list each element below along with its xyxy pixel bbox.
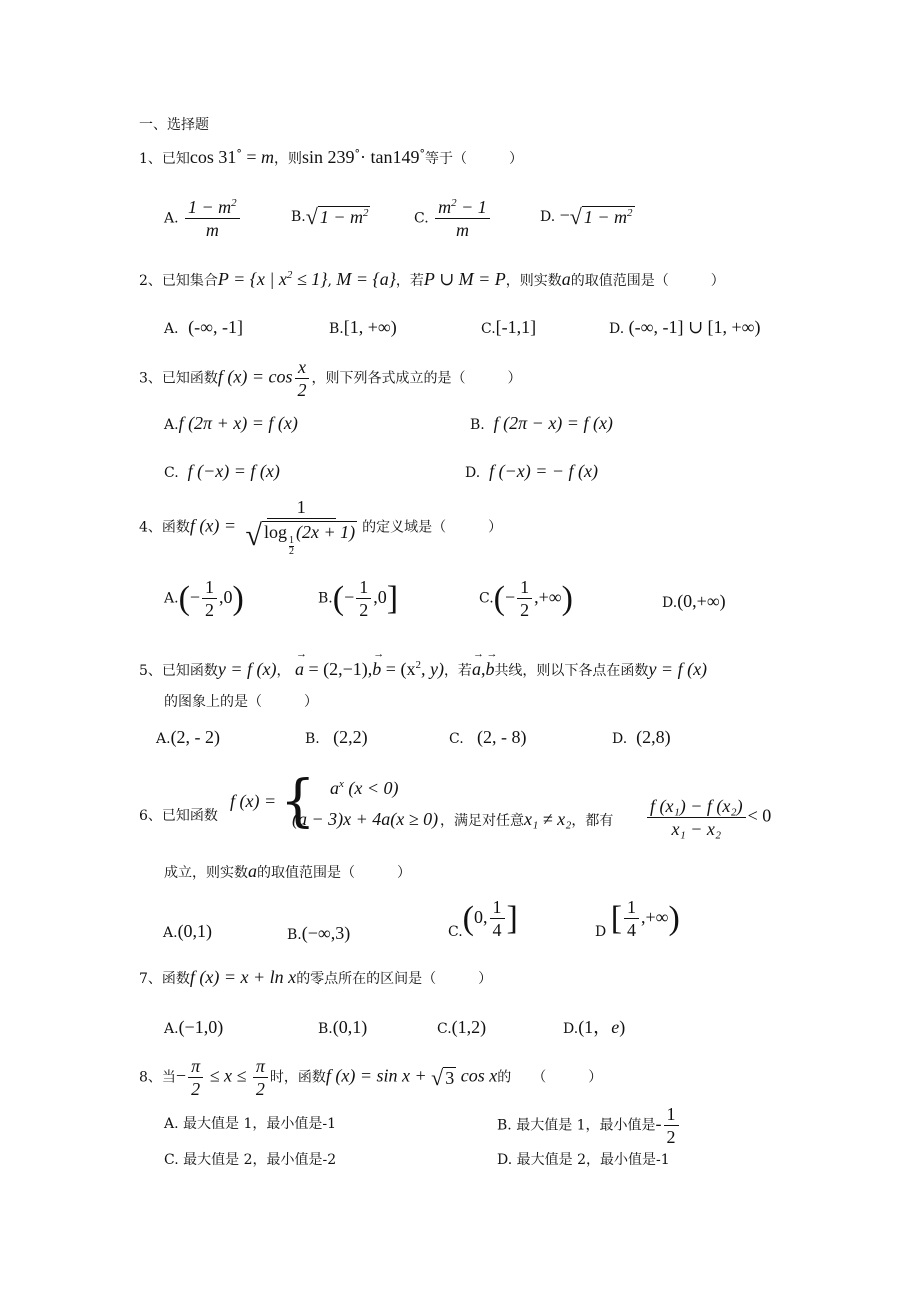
q3-fraction: $\frac{x}{2}$ [295, 358, 310, 399]
q8-option-b: B. 最大值是 1，最小值是- $\frac{1}{2}$ [497, 1105, 681, 1146]
q1-deg-3: ° [419, 147, 426, 161]
q1-option-d: D. − √ $1 - m^2$ [540, 204, 633, 229]
q1-b-sqrt: √ $1 - m^2$ [305, 204, 369, 229]
q8-option-a: A. 最大值是 1，最小值是-1 [164, 1116, 337, 1132]
q3-option-d: D. f (−x) = − f (x) [465, 461, 598, 481]
q6-case-1: $a^x$ (x < 0) [330, 778, 399, 798]
q2-option-a: A．(-∞, -1] [164, 317, 243, 337]
q6-inequality: $\frac{\text{f (x₁) − f (x₂)}}{\text{x₁ − x₂}}$ < 0 [645, 797, 771, 838]
q6-option-b: B.(−∞,3) [287, 923, 351, 943]
q6-case-2: (a − 3)x + 4a(x ≥ 0) [292, 809, 439, 829]
q1-tan: · tan149 [360, 147, 420, 167]
q6-brace: { [280, 769, 316, 834]
q2-option-b: B.[1, +∞) [329, 317, 397, 337]
question-7-stem: 7、函数f (x) = x + ln x的零点所在的区间是（ ） [139, 967, 493, 987]
q1-option-c [414, 198, 492, 239]
q1-text-3: 等于（ ） [425, 151, 524, 167]
q1-d-sqrt: √ $1 - m^2$ [569, 204, 633, 229]
q1-text-2: ，则 [274, 151, 303, 167]
q4-number: 4、 [139, 519, 162, 536]
q7-option-d: D.(1，e) [563, 1017, 626, 1037]
q4-option-d: D.(0,+∞) [662, 591, 726, 611]
q1-d-label: D. [540, 209, 556, 225]
q6-option-c: C.(0, $\frac{1}{4}$ ] [448, 897, 518, 940]
q3-option-c: C. f (−x) = f (x) [164, 461, 280, 481]
q5-number: 5、 [139, 663, 162, 679]
q1-var-m: m [261, 147, 275, 167]
q2-option-c: C.[-1,1] [481, 317, 537, 337]
q2-option-d: D. (-∞, -1] ∪ [1, +∞) [609, 317, 761, 337]
q1-option-b [291, 206, 370, 228]
q6-number: 6、 [139, 808, 162, 824]
q1-cos: cos 31 [189, 147, 237, 167]
q7-number: 7、 [139, 971, 162, 987]
q5-option-a: A.(2, - 2) [156, 727, 221, 747]
q1-b-label: B. [291, 209, 306, 225]
q1-deg-2: ° [354, 147, 361, 161]
question-1-stem [139, 148, 523, 166]
q1-c-label: C. [414, 210, 429, 227]
q5-stem-line-2: 的图象上的是（ ） [164, 694, 318, 710]
q7-option-c: C.(1,2) [437, 1017, 487, 1037]
q3-number: 3、 [139, 370, 162, 387]
q1-text-1: 已知 [161, 151, 190, 167]
q5-option-b: B. (2,2) [305, 727, 368, 747]
q1-a-fraction: $\frac{1 - m^2}{m}$ [185, 198, 240, 239]
q5-vector-a: → a [295, 660, 304, 678]
q8-number: 8、 [139, 1069, 162, 1086]
q8-sqrt: √ 3 [431, 1064, 455, 1090]
q1-equals: = [246, 147, 262, 167]
q1-sin: sin 239 [302, 147, 355, 167]
q6-function-lhs: f (x) = [230, 791, 277, 811]
q8-option-d: D. 最大值是 2，最小值是-1 [497, 1152, 670, 1168]
q6-option-a: A.(0,1) [163, 921, 213, 941]
question-4-stem: 4、函数f (x) = 1 √ log $\frac{1}{2}$ (2x + 1) 的定义域是（ ） [139, 497, 503, 557]
question-3-stem: 3、已知函数f (x) = cos $\frac{x}{2}$ ，则下列各式成立的是（ ） [139, 357, 522, 400]
q1-deg-1: ° [236, 147, 242, 161]
q5-option-d: D. (2,8) [612, 727, 671, 747]
q1-a-label: A. [164, 210, 179, 227]
q7-option-b: B.(0,1) [318, 1017, 368, 1037]
q6-prefix: 6、已知函数 [139, 808, 218, 824]
q8-option-c: C. 最大值是 2，最小值是-2 [164, 1152, 337, 1168]
q4-sqrt: √ log $\frac{1}{2}$ (2x + 1) [245, 519, 356, 557]
q3-option-a: A.f (2π + x) = f (x) [164, 413, 298, 433]
q1-option-a [164, 198, 242, 239]
q5-vector-b: → b [372, 660, 381, 678]
q1-c-fraction: $\frac{m^2 - 1}{m}$ [435, 198, 490, 239]
q2-number: 2、 [139, 273, 162, 289]
q2-condition: P ∪ M = P [423, 269, 506, 289]
q4-option-a: A.(− $\frac{1}{2}$ ,0) [164, 577, 244, 620]
q1-number: 1、 [139, 151, 162, 167]
q3-option-b: B. f (2π − x) = f (x) [470, 413, 613, 433]
question-5-stem: 5、已知函数y = f (x)， → $a = (2,-1),\to b = (x^2$, y)，若→ a,→ b共线，则以下各点在函数y = f (x) [139, 660, 707, 678]
q4-fraction: 1 √ log $\frac{1}{2}$ (2x + 1) [243, 498, 361, 557]
q4-option-b: B.(− $\frac{1}{2}$ ,0] [318, 577, 399, 620]
q2-set-p: P = {x | $x^2 \le 1$} [217, 269, 328, 289]
question-8-stem: 8、当− $\frac{\pi}{2}$ ≤ x ≤ $\frac{\pi}{2}$ 时，函数f (x) = sin x + √ 3 cos x的 （ ） [139, 1056, 603, 1099]
q6-stem-line-2: 成立，则实数a的取值范围是（ ） [164, 861, 411, 881]
q2-set-m: M = {a} [336, 269, 396, 289]
section-title: 一、选择题 [139, 117, 209, 133]
q6-condition-text: ，满足对任意x₁ ≠ x₂，都有 [440, 809, 614, 829]
q7-option-a: A.(−1,0) [164, 1017, 224, 1037]
q5-option-c: C. (2, - 8) [449, 727, 527, 747]
question-2-stem: 2、已知集合P = {x | $x^2 \le 1$}, M = {a}，若P ∪ M = P，则实数a的取值范围是（ ） [139, 269, 725, 289]
q4-option-c: C.(− $\frac{1}{2}$ ,+∞) [479, 577, 573, 620]
q6-option-d: D [ $\frac{1}{4}$ ,+∞) [595, 897, 680, 940]
